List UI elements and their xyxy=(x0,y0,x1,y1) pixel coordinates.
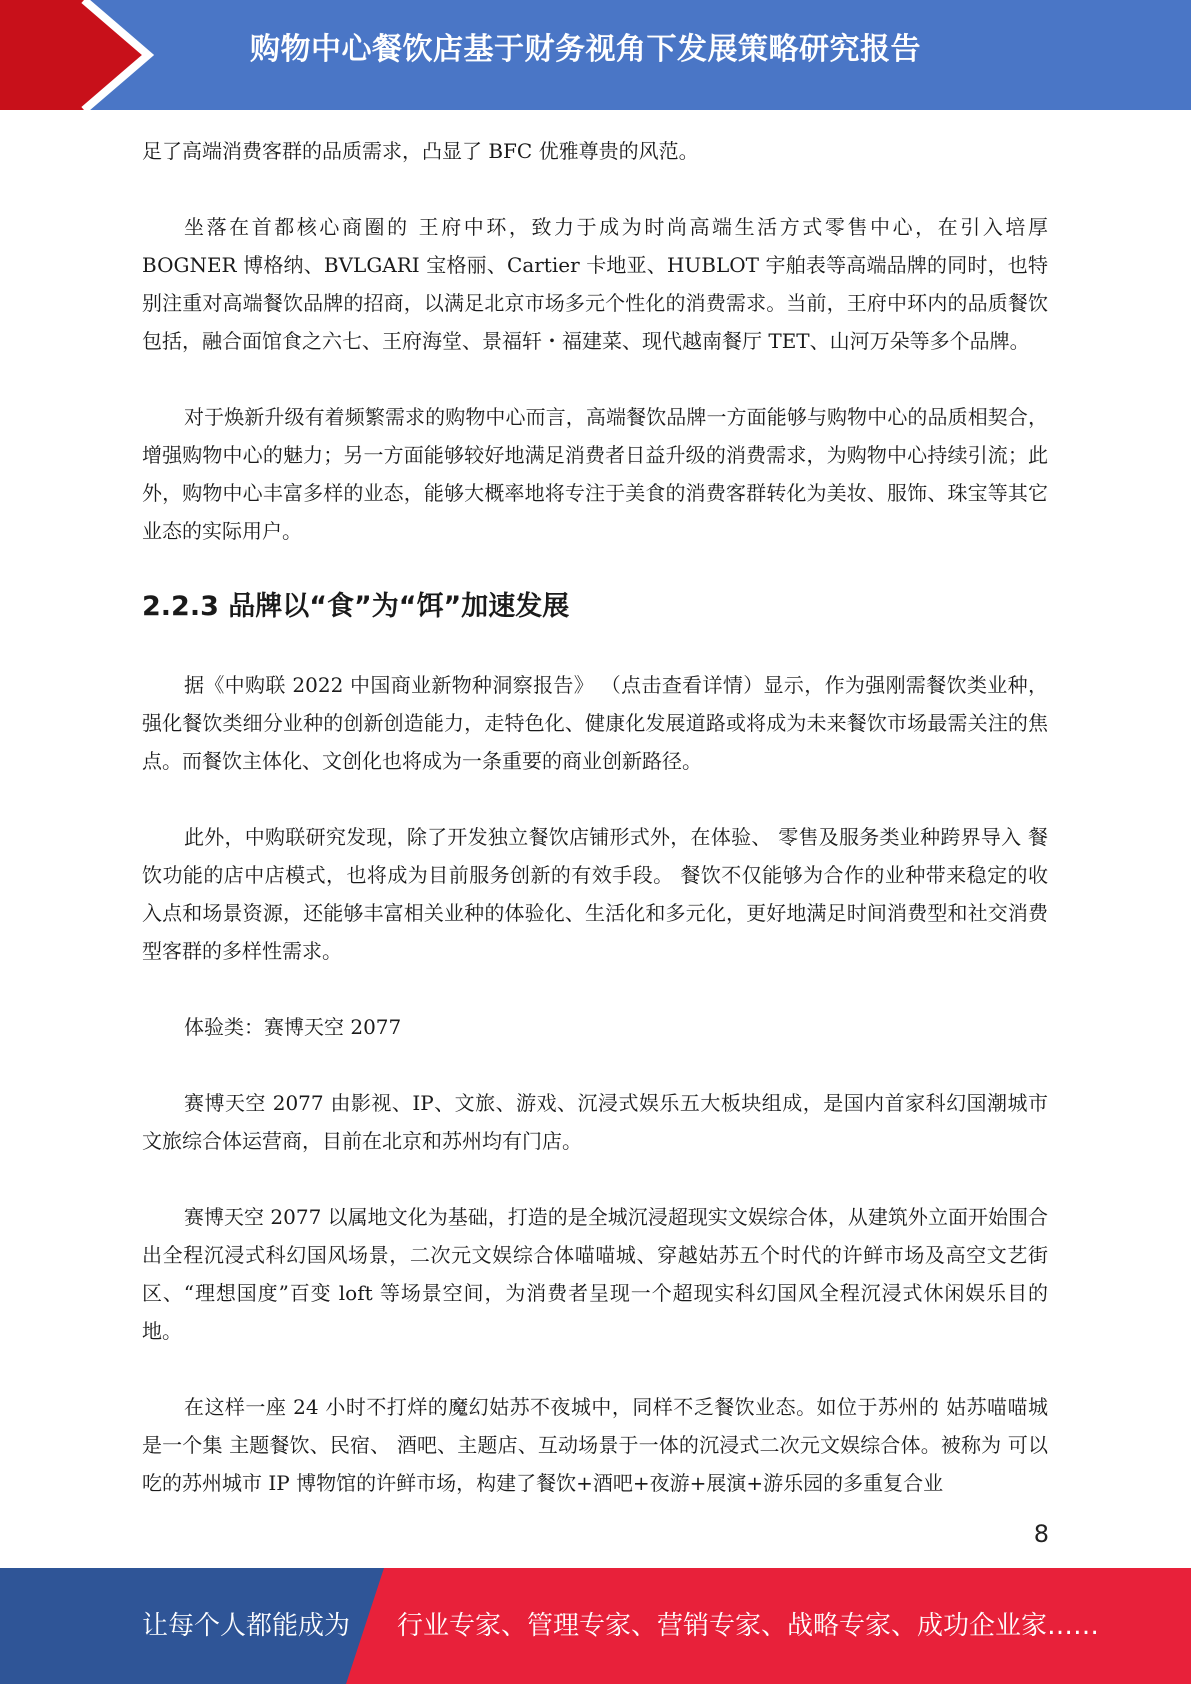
page-number: 8 xyxy=(1033,1520,1049,1548)
footer-right-text: 行业专家、管理专家、营销专家、战略专家、成功企业家…… xyxy=(397,1611,1100,1641)
paragraph-1: 足了高端消费客群的品质需求，凸显了 BFC 优雅尊贵的风范。 xyxy=(142,139,699,163)
paragraph-3: 对于焕新升级有着频繁需求的购物中心而言，高端餐饮品牌一方面能够与购物中心的品质相契合，增强购物中心的魅力；另一方面能够较好地满足消费者日益升级的消费需求，为购物中心持续引流；此外，购物中心丰富多样的业态，能够大概率地将专注于美食的消费客群转化为美妆、服饰、珠宝等其它业态的实际用户。 xyxy=(142,405,1048,543)
header-title: 购物中心餐饮店基于财务视角下发展策略研究报告 xyxy=(250,32,921,67)
footer-left-text: 让每个人都能成为 xyxy=(142,1611,351,1641)
paragraph-7: 赛博天空 2077 由影视、IP、文旅、游戏、沉浸式娱乐五大板块组成，是国内首家科幻国潮城市文旅综合体运营商，目前在北京和苏州均有门店。 xyxy=(142,1091,1048,1153)
page-footer xyxy=(0,1568,1191,1684)
body-content-2 xyxy=(142,666,1048,1502)
paragraph-8: 赛博天空 2077 以属地文化为基础，打造的是全城沉浸超现实文娱综合体，从建筑外立面开始围合出全程沉浸式科幻国风场景，二次元文娱综合体喵喵城、穿越姑苏五个时代的许鲜市场及高空文艺街区、“理想国度”百变 loft 等场景空间，为消费者呈现一个超现实科幻国风全程沉浸式休闲娱乐目的地。 xyxy=(142,1205,1048,1343)
paragraph-5: 此外，中购联研究发现，除了开发独立餐饮店铺形式外，在体验、 零售及服务类业种跨界导入 餐饮功能的店中店模式，也将成为目前服务创新的有效手段。 餐饮不仅能够为合作的业种带来稳定的收入点和场景资源，还能够丰富相关业种的体验化、生活化和多元化，更好地满足时间消费型和社交消费型客群的多样性需求。 xyxy=(142,825,1048,963)
section-heading: 2.2.3 品牌以“食”为“饵”加速发展 xyxy=(142,591,570,622)
paragraph-6: 体验类：赛博天空 2077 xyxy=(184,1015,402,1039)
paragraph-4: 据《中购联 2022 中国商业新物种洞察报告》 （点击查看详情）显示，作为强刚需餐饮类业种，强化餐饮类细分业种的创新创造能力，走特色化、健康化发展道路或将成为未来餐饮市场最需关注的焦点。而餐饮主体化、文创化也将成为一条重要的商业创新路径。 xyxy=(142,673,1048,773)
header-red-chevron xyxy=(0,0,160,110)
page-header xyxy=(0,0,1191,110)
paragraph-2: 坐落在首都核心商圈的 王府中环，致力于成为时尚高端生活方式零售中心，在引入培厚 BOGNER 博格纳、BVLGARI 宝格丽、Cartier 卡地亚、HUBLOT 宇舶表等高端品牌的同时，也特别注重对高端餐饮品牌的招商，以满足北京市场多元个性化的消费需求。当前，王府中环内的品质餐饮包括，融合面馆食之六七、王府海堂、景福轩・福建菜、现代越南餐厅 TET、山河万朵等多个品牌。 xyxy=(142,215,1048,353)
paragraph-9: 在这样一座 24 小时不打烊的魔幻姑苏不夜城中，同样不乏餐饮业态。如位于苏州的 姑苏喵喵城是一个集 主题餐饮、民宿、 酒吧、主题店、互动场景于一体的沉浸式二次元文娱综合体。被称为 可以吃的苏州城市 IP 博物馆的许鲜市场，构建了餐饮+酒吧+夜游+展演+游乐园的多重复合业 xyxy=(142,1395,1048,1495)
body-content xyxy=(142,132,1048,550)
